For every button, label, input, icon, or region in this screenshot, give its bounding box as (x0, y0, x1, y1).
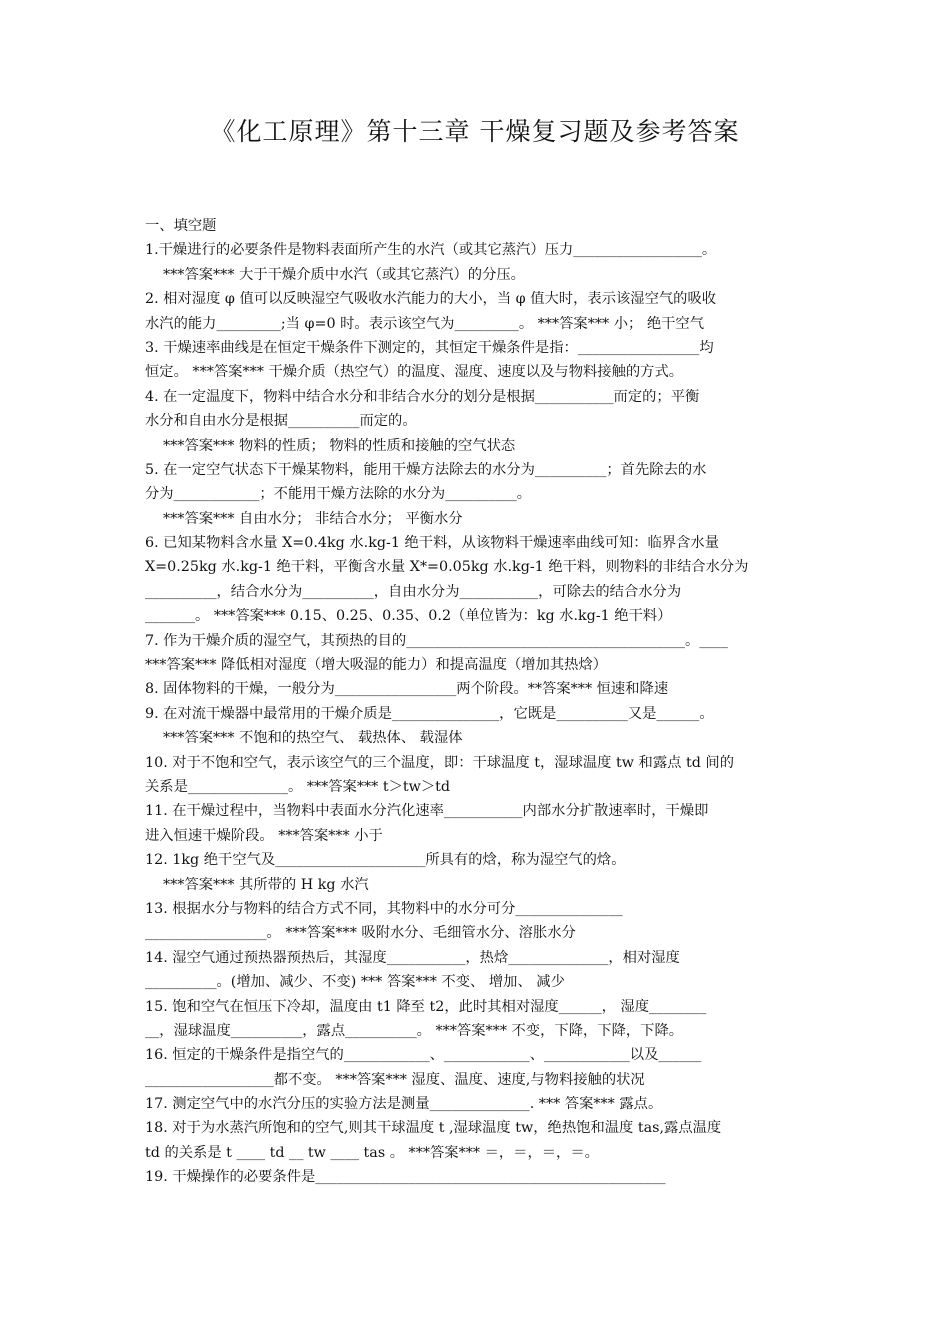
text-line: 3. 干燥速率曲线是在恒定干燥条件下测定的，其恒定干燥条件是指：_________________均 (145, 339, 714, 356)
text-line: 水汽的能力_________;当 φ=0 时。表示该空气为_________。 ***答案*** 小； 绝干空气 (145, 315, 705, 332)
text-line: _______。 ***答案*** 0.15、0.25、0.35、0.2（单位皆为：kg 水.kg-1 绝干料） (145, 608, 672, 625)
text-line: __，湿球温度__________，露点__________。 ***答案*** 不变，下降，下降，下降。 (145, 1022, 684, 1039)
text-line: X=0.25kg 水.kg-1 绝干料，平衡含水量 X*=0.05kg 水.kg-1 绝干料，则物料的非结合水分为 (145, 559, 749, 576)
text-line: 分为____________；不能用干燥方法除的水分为__________。 (145, 486, 532, 503)
text-line: __________________都不变。 ***答案*** 湿度、温度、速度,与物料接触的状况 (145, 1071, 645, 1088)
text-line: 15. 饱和空气在恒压下冷却，温度由 t1 降至 t2，此时其相对湿度______， 湿度________ (145, 998, 707, 1015)
text-line: 16. 恒定的干燥条件是指空气的____________、____________、____________以及______ (145, 1047, 702, 1064)
text-line: 10. 对于不饱和空气，表示该空气的三个温度，即：干球温度 t，湿球温度 tw 和露点 td 间的 (145, 754, 735, 771)
text-line: ***答案*** 其所带的 H kg 水汽 (163, 876, 369, 893)
text-line: 1.干燥进行的必要条件是物料表面所产生的水汽（或其它蒸汽）压力__________________。 (145, 242, 717, 259)
text-line: 恒定。 ***答案*** 干燥介质（热空气）的温度、湿度、速度以及与物料接触的方式。 (145, 364, 684, 381)
text-line: 4. 在一定温度下，物料中结合水分和非结合水分的划分是根据___________而定的；平衡 (145, 388, 700, 405)
text-line: ***答案*** 降低相对湿度（增大吸湿的能力）和提高温度（增加其热焓） (145, 657, 608, 674)
text-line: 11. 在干燥过程中，当物料中表面水分汽化速率___________内部水分扩散速率时，干燥即 (145, 803, 709, 820)
text-line: 关系是______________。 ***答案*** t＞tw＞td (145, 778, 451, 795)
text-line: 6. 已知某物料含水量 X=0.4kg 水.kg-1 绝干料，从该物料干燥速率曲线可知：临界含水量 (145, 535, 720, 552)
text-line: 一、填空题 (145, 218, 217, 234)
document-title: 《化工原理》第十三章 干燥复习题及参考答案 (210, 117, 740, 146)
text-line: 19. 干燥操作的必要条件是_________________________________________________ (145, 1169, 666, 1186)
document-body (145, 214, 813, 1190)
text-line: 18. 对于为水蒸汽所饱和的空气,则其干球温度 t ,湿球温度 tw，绝热饱和温度 tas,露点温度 (145, 1120, 722, 1137)
text-line: 进入恒速干燥阶段。 ***答案*** 小于 (145, 827, 383, 844)
text-line: 2. 相对湿度 φ 值可以反映湿空气吸收水汽能力的大小，当 φ 值大时，表示该湿空气的吸收 (145, 291, 717, 308)
text-line: 13. 根据水分与物料的结合方式不同，其物料中的水分可分_______________ (145, 900, 623, 917)
text-line: _________________。 ***答案*** 吸附水分、毛细管水分、溶胀水分 (145, 925, 576, 942)
text-line: ***答案*** 自由水分； 非结合水分； 平衡水分 (163, 510, 463, 527)
text-line: 12. 1kg 绝干空气及_____________________所具有的焓，称为湿空气的焓。 (145, 852, 626, 869)
text-line: 9. 在对流干燥器中最常用的干燥介质是_______________，它既是__________又是______。 (145, 705, 714, 722)
text-line: 14. 湿空气通过预热器预热后，其湿度___________，热焓______________，相对湿度 (145, 949, 680, 966)
text-line: td 的关系是 t ____ td __ tw ____ tas 。 ***答案*** ＝，＝，＝，＝。 (145, 1144, 599, 1161)
text-line: ***答案*** 不饱和的热空气、 载热体、 载湿体 (163, 730, 463, 747)
text-line: 8. 固体物料的干燥，一般分为_________________两个阶段。**答案*** 恒速和降速 (145, 681, 669, 698)
text-line: ***答案*** 大于干燥介质中水汽（或其它蒸汽）的分压。 (163, 266, 525, 283)
text-line: 17. 测定空气中的水汽分压的实验方法是测量______________. *** 答案*** 露点。 (145, 1096, 663, 1113)
text-line: __________。(增加、减少、不变) *** 答案*** 不变、 增加、 减少 (145, 974, 565, 991)
text-line: ***答案*** 物料的性质； 物料的性质和接触的空气状态 (163, 437, 516, 454)
text-line: 水分和自由水分是根据__________而定的。 (145, 413, 417, 430)
text-line: __________，结合水分为__________，自由水分为___________，可除去的结合水分为 (145, 583, 682, 600)
text-line: 7. 作为干燥介质的湿空气，其预热的目的_______________________________________。____ (145, 632, 728, 649)
text-line: 5. 在一定空气状态下干燥某物料，能用干燥方法除去的水分为__________；首先除去的水 (145, 461, 707, 478)
